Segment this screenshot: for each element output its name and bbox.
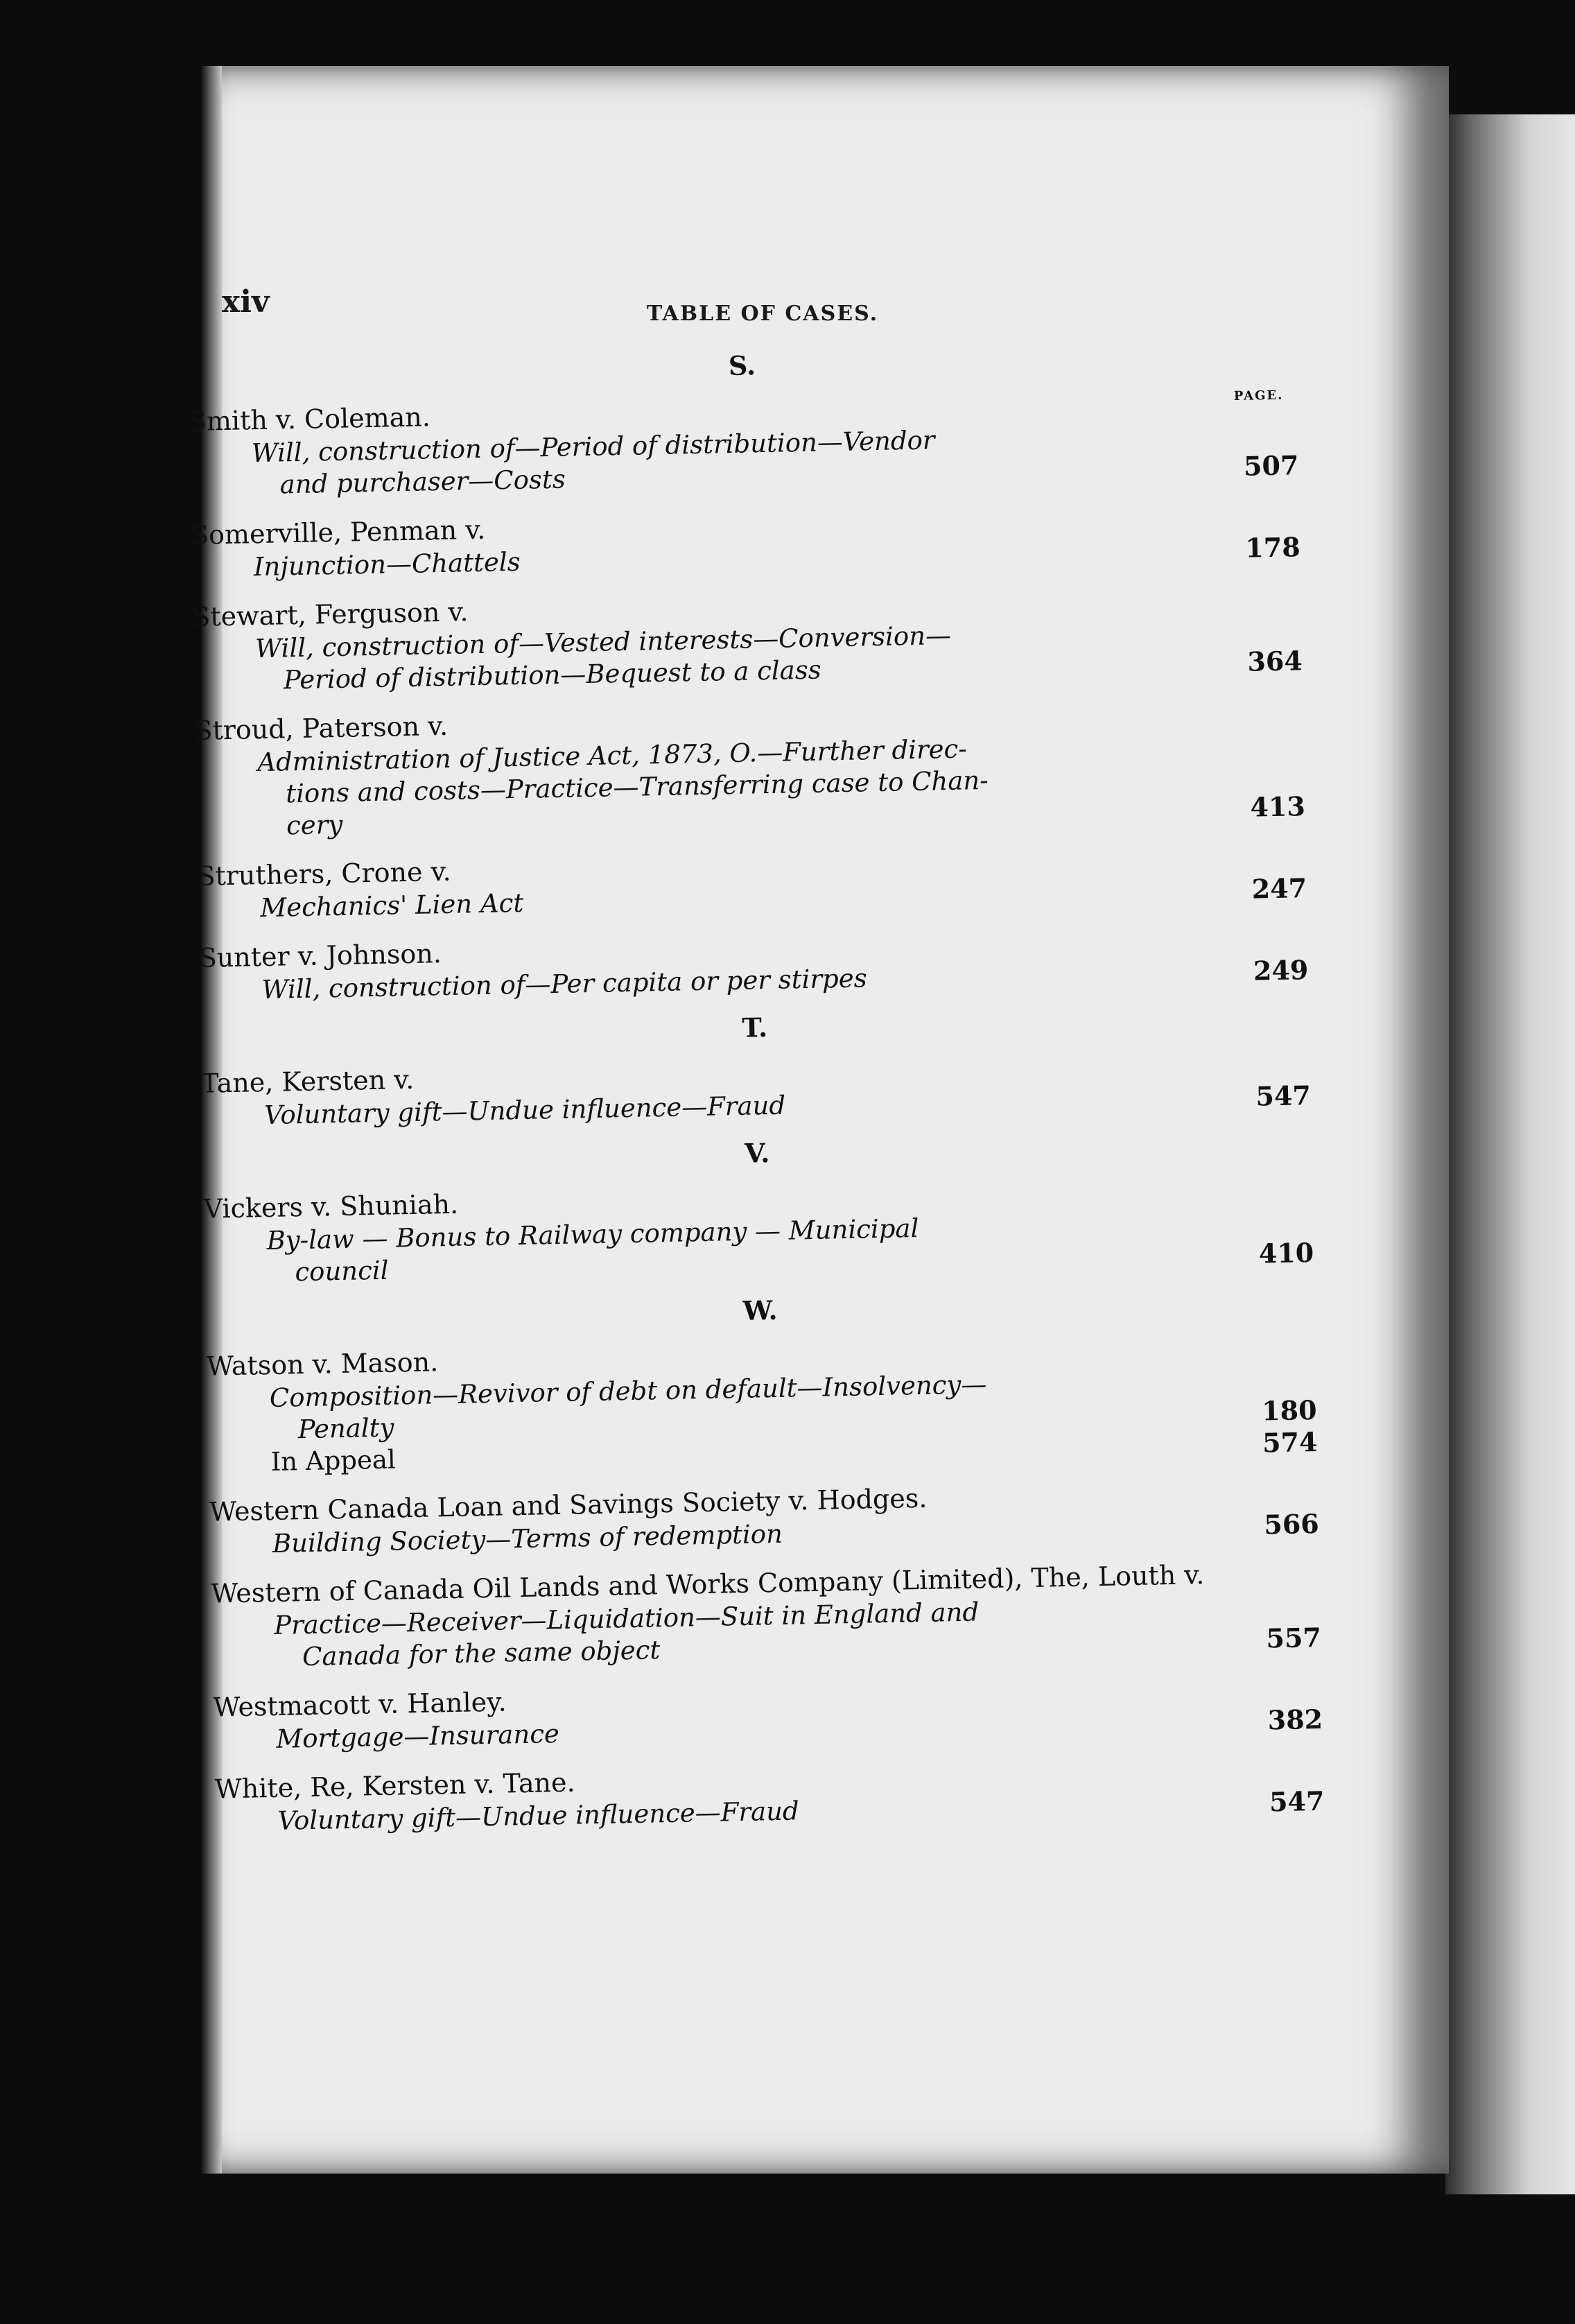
subject-line: Practice—Receiver—Liquidation—Suit in England and	[273, 1597, 980, 1640]
dot-leader	[795, 1087, 796, 1120]
subject-line: council	[295, 1255, 389, 1287]
dot-leader	[403, 1410, 404, 1443]
subject-line: and purchaser—Costs	[279, 464, 566, 500]
running-title: TABLE OF CASES.	[646, 302, 879, 326]
case-name: Stroud, Paterson v.	[194, 710, 449, 746]
page-header	[222, 215, 1303, 354]
case-name: Smith v. Coleman.	[188, 401, 431, 437]
case-entry	[188, 383, 1298, 503]
case-entry	[194, 692, 1305, 844]
case-subject	[195, 727, 1305, 844]
case-name: Stewart, Ferguson v.	[191, 596, 469, 632]
page-reference: 413	[1250, 790, 1306, 823]
page-reference: 547	[1255, 1079, 1312, 1112]
subject-line: By-law — Bonus to Railway company — Municipal	[266, 1213, 919, 1256]
page-reference: 507	[1243, 449, 1299, 482]
page-column-label: PAGE.	[1233, 388, 1284, 404]
subject-line: Period of distribution—Bequest to a class	[283, 654, 822, 695]
case-entry	[198, 919, 1309, 1007]
adjacent-page-edge	[1445, 114, 1575, 2194]
subject-line: Voluntary gift—Undue influence—Fraud	[277, 1796, 800, 1836]
page-reference: 247	[1251, 872, 1307, 905]
page-reference: 382	[1267, 1703, 1323, 1736]
section-letter: S.	[728, 349, 756, 382]
case-name: Western Canada Loan and Savings Society v. Hodges.	[209, 1482, 928, 1527]
case-entry	[203, 1170, 1314, 1290]
page-reference: 410	[1258, 1237, 1314, 1269]
case-entry	[213, 1669, 1323, 1757]
subject-line: cery	[286, 809, 343, 841]
case-entry	[201, 1045, 1312, 1133]
page-reference: 566	[1263, 1507, 1320, 1541]
page-reference: 557	[1266, 1621, 1322, 1654]
case-name: Somerville, Penman v.	[190, 514, 486, 550]
dot-leader	[876, 960, 877, 994]
case-entry	[209, 1473, 1320, 1561]
subject-line: tions and costs—Practice—Transferring case to Chan-	[285, 765, 989, 809]
subject-line: Mechanics' Lien Act	[259, 887, 524, 923]
case-name: White, Re, Kersten v. Tane.	[214, 1767, 575, 1805]
subject-line: Building Society—Terms of redemption	[272, 1518, 783, 1559]
case-name: Tane, Kersten v.	[200, 1064, 415, 1099]
page-reference: 178	[1244, 531, 1301, 564]
page-reference: 364	[1247, 645, 1303, 677]
case-name: Westmacott v. Hanley.	[213, 1686, 507, 1723]
dot-leader	[830, 652, 831, 685]
subject-line: Will, construction of—Period of distribution—Vendor	[251, 425, 935, 469]
page-reference: 180	[1261, 1394, 1317, 1427]
dot-leader	[405, 1441, 406, 1475]
page-number: xiv	[222, 284, 270, 320]
page-reference: 547	[1269, 1785, 1325, 1818]
case-name: Western of Canada Oil Lands and Works Company (Limited), The, Louth v.	[210, 1559, 1205, 1609]
case-name: Sunter v. Johnson.	[198, 938, 442, 973]
case-entry	[214, 1751, 1325, 1839]
table-of-cases	[187, 332, 1325, 1853]
section-letter: V.	[744, 1137, 770, 1169]
section-letter: T.	[742, 1012, 768, 1043]
subject-line: Administration of Justice Act, 1873, O.—Further direc-	[256, 734, 968, 778]
dot-leader	[533, 885, 534, 919]
section-letter: W.	[742, 1294, 778, 1326]
case-entry	[207, 1328, 1318, 1480]
subject-line: Will, construction of—Per capita or per stirpes	[261, 963, 868, 1005]
dot-leader	[808, 1793, 809, 1826]
case-name: Vickers v. Shuniah.	[203, 1188, 459, 1224]
dot-leader	[398, 1252, 399, 1285]
case-entry	[192, 578, 1303, 698]
case-entry	[191, 496, 1301, 584]
subject-line: Will, construction of—Vested interests—Conversion—	[254, 620, 952, 664]
subject-line: Composition—Revivor of debt on default—Insolvency—	[269, 1369, 987, 1413]
dot-leader	[352, 807, 353, 840]
subject-line: Injunction—Chattels	[253, 546, 521, 582]
subject-line: Canada for the same object	[302, 1635, 661, 1672]
subject-line: In Appeal	[270, 1444, 397, 1477]
case-name: Struthers, Crone v.	[197, 856, 452, 892]
dot-leader	[568, 1716, 569, 1749]
case-name: Watson v. Mason.	[206, 1346, 439, 1382]
subject-line: Voluntary gift—Undue influence—Fraud	[263, 1090, 786, 1131]
subject-line: Mortgage—Insurance	[275, 1719, 560, 1754]
case-entry	[211, 1555, 1321, 1675]
page-reference: 249	[1253, 954, 1309, 987]
case-entry	[197, 838, 1307, 926]
subject-line: Penalty	[297, 1412, 394, 1445]
page-reference: 574	[1262, 1425, 1318, 1459]
